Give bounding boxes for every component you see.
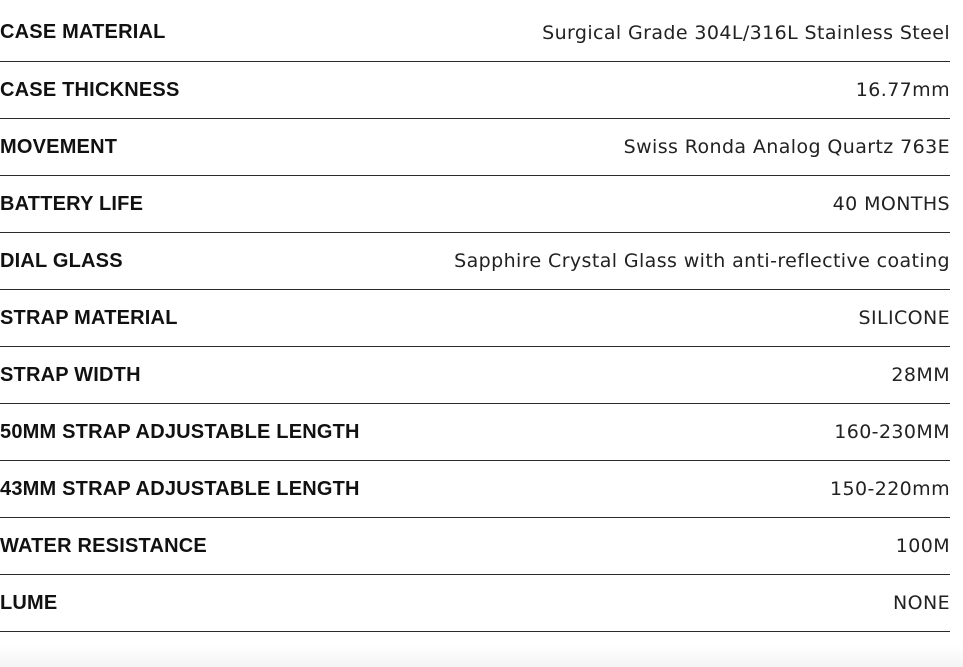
spec-label: BATTERY LIFE <box>0 192 144 215</box>
spec-value: 150-220mm <box>829 478 950 500</box>
spec-label: MOVEMENT <box>0 135 118 158</box>
specifications-table <box>0 4 950 632</box>
spec-label: STRAP MATERIAL <box>0 306 178 329</box>
spec-value: 40 MONTHS <box>832 193 950 215</box>
spec-row-case-thickness <box>0 62 950 119</box>
spec-label: CASE THICKNESS <box>0 78 180 101</box>
spec-value: 160-230MM <box>834 421 950 443</box>
spec-row-lume <box>0 575 950 632</box>
spec-value: 28MM <box>891 364 950 386</box>
spec-row-dial-glass <box>0 233 950 290</box>
spec-row-case-material <box>0 4 950 62</box>
spec-value: NONE <box>893 592 950 614</box>
spec-label: STRAP WIDTH <box>0 363 141 386</box>
spec-label: 50MM STRAP ADJUSTABLE LENGTH <box>0 420 360 443</box>
spec-row-strap-width <box>0 347 950 404</box>
spec-value: SILICONE <box>858 307 950 329</box>
spec-row-water-resistance <box>0 518 950 575</box>
spec-value: 100M <box>895 535 950 557</box>
spec-value: Surgical Grade 304L/316L Stainless Steel <box>542 21 950 44</box>
spec-row-43mm-strap-length <box>0 461 950 518</box>
spec-row-50mm-strap-length <box>0 404 950 461</box>
spec-value: Sapphire Crystal Glass with anti-reflective coating <box>454 250 950 272</box>
spec-value: 16.77mm <box>855 79 950 101</box>
spec-row-battery-life <box>0 176 950 233</box>
spec-row-strap-material <box>0 290 950 347</box>
spec-label: DIAL GLASS <box>0 249 123 272</box>
spec-label: WATER RESISTANCE <box>0 534 207 557</box>
bottom-fade <box>0 645 963 667</box>
spec-label: 43MM STRAP ADJUSTABLE LENGTH <box>0 477 360 500</box>
spec-label: CASE MATERIAL <box>0 21 166 43</box>
spec-value: Swiss Ronda Analog Quartz 763E <box>623 136 950 158</box>
spec-label: LUME <box>0 591 58 614</box>
spec-row-movement <box>0 119 950 176</box>
